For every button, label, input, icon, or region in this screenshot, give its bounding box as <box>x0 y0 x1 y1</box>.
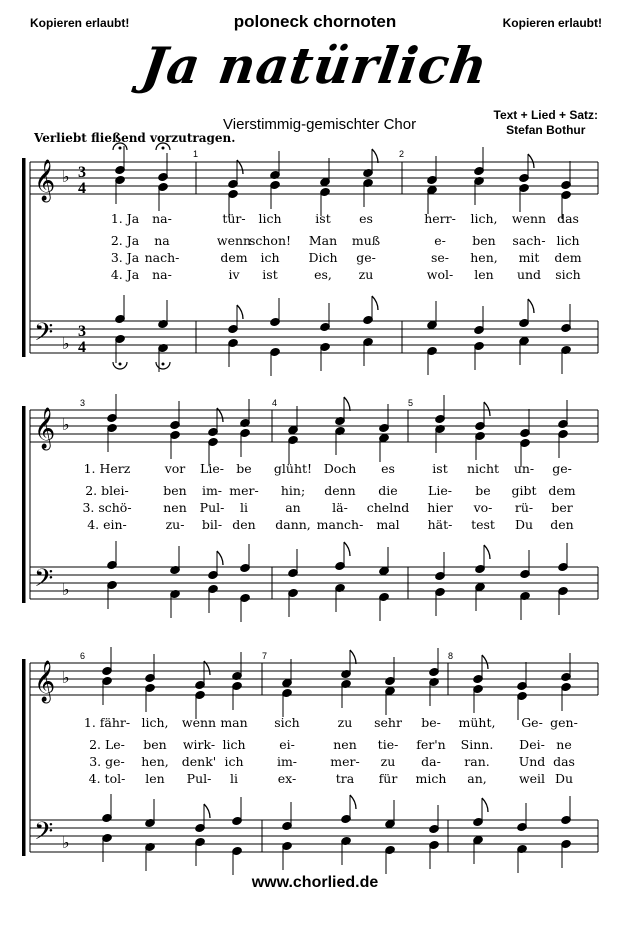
lyric-syllable: tür- <box>222 211 246 226</box>
lyric-syllable: müht, <box>458 715 496 730</box>
note-flag <box>350 795 356 809</box>
lyric-syllable: ben <box>143 737 167 752</box>
song-title: Ja natürlich <box>138 36 492 95</box>
lyric-syllable: 4. Ja <box>110 267 140 282</box>
lyric-syllable: zu <box>358 267 374 282</box>
lyric-syllable: Dich <box>308 250 338 265</box>
lyric-syllable: im- <box>276 754 298 769</box>
lyric-syllable: 1. fähr- <box>83 715 131 730</box>
lyric-syllable: Doch <box>323 461 357 476</box>
lyric-syllable: lich <box>556 233 580 248</box>
song-subtitle: Vierstimmig-gemischter Chor <box>223 116 417 133</box>
system-bracket <box>22 158 26 357</box>
time-signature-top: 3 <box>78 323 86 340</box>
lyric-syllable: 1. Herz <box>83 461 131 476</box>
measure-number: 8 <box>448 651 454 661</box>
measure-number: 2 <box>399 149 405 159</box>
key-signature-flat: ♭ <box>62 833 70 852</box>
note-flag <box>237 305 243 319</box>
lyric-syllable: da- <box>421 754 441 769</box>
lyric-syllable: ich <box>224 754 244 769</box>
lyric-syllable: im- <box>201 483 223 498</box>
lyric-syllable: chelnd <box>366 500 410 515</box>
treble-clef: 𝄞 <box>34 160 56 201</box>
bass-clef: 𝄢 <box>34 817 54 852</box>
key-signature-flat: ♭ <box>62 334 70 353</box>
lyric-syllable: ei- <box>279 737 295 752</box>
lyric-syllable: ge- <box>552 461 572 476</box>
lyric-syllable: e- <box>434 233 446 248</box>
lyric-syllable: weil <box>518 771 546 786</box>
lyric-syllable: Du <box>554 771 574 786</box>
note-flag <box>372 296 378 310</box>
lyric-syllable: hen, <box>141 754 169 769</box>
note-flag <box>204 804 210 818</box>
lyric-syllable: das <box>553 754 575 769</box>
lyric-syllable: ben <box>472 233 496 248</box>
lyric-syllable: wenn <box>511 211 547 226</box>
lyric-syllable: sehr <box>374 715 402 730</box>
lyric-syllable: man <box>220 715 248 730</box>
lyric-syllable: gibt <box>511 483 537 498</box>
lyric-syllable: li <box>240 500 248 515</box>
lyric-syllable: für <box>378 771 398 786</box>
fermata-dot <box>119 363 122 366</box>
key-signature-flat: ♭ <box>62 167 70 186</box>
lyric-syllable: es <box>359 211 373 226</box>
note-flag <box>528 154 534 168</box>
lyric-syllable: bil- <box>201 517 223 532</box>
measure-number: 5 <box>408 398 414 408</box>
lyric-syllable: es <box>381 461 395 476</box>
lyric-syllable: Lie- <box>200 461 224 476</box>
lyric-syllable: ne <box>556 737 572 752</box>
note-flag <box>528 299 534 313</box>
lyric-syllable: wenn <box>181 715 217 730</box>
lyric-syllable: Und <box>518 754 546 769</box>
lyric-syllable: hier <box>427 500 453 515</box>
lyric-syllable: 2. blei- <box>85 483 129 498</box>
lyric-syllable: manch- <box>316 517 364 532</box>
lyric-syllable: schon! <box>248 233 292 248</box>
note-flag <box>484 545 490 559</box>
lyric-syllable: ben <box>163 483 187 498</box>
lyric-syllable: tra <box>335 771 355 786</box>
lyric-syllable: zu <box>380 754 396 769</box>
lyric-syllable: denk' <box>181 754 217 769</box>
lyric-syllable: na- <box>152 267 172 282</box>
lyric-syllable: an, <box>467 771 487 786</box>
measure-number: 1 <box>193 149 199 159</box>
lyric-syllable: 3. ge- <box>89 754 125 769</box>
lyric-syllable: und <box>516 267 542 282</box>
lyric-syllable: lich, <box>470 211 498 226</box>
lyric-syllable: un- <box>513 461 535 476</box>
note-flag <box>344 397 350 411</box>
lyric-syllable: ist <box>432 461 448 476</box>
lyric-syllable: herr- <box>424 211 456 226</box>
lyric-syllable: dann, <box>275 517 311 532</box>
key-signature-flat: ♭ <box>62 580 70 599</box>
lyric-syllable: len <box>474 267 494 282</box>
note-flag <box>484 402 490 416</box>
lyric-syllable: glüht! <box>273 461 313 476</box>
lyric-syllable: vor <box>164 461 186 476</box>
measure-number: 3 <box>80 398 86 408</box>
copy-allowed-left: Kopieren erlaubt! <box>30 16 130 30</box>
lyric-syllable: len <box>145 771 165 786</box>
fermata-dot <box>162 363 165 366</box>
key-signature-flat: ♭ <box>62 668 70 687</box>
lyric-syllable: dem <box>548 483 576 498</box>
lyric-syllable: 4. tol- <box>88 771 126 786</box>
lyric-syllable: ber <box>551 500 573 515</box>
lyric-syllable: muß <box>351 233 381 248</box>
note-flag <box>372 149 378 163</box>
lyric-syllable: test <box>471 517 495 532</box>
credits-line-1: Text + Lied + Satz: <box>493 108 598 122</box>
lyric-syllable: ex- <box>277 771 297 786</box>
lyric-syllable: nen <box>333 737 357 752</box>
note-flag <box>344 542 350 556</box>
time-signature-bottom: 4 <box>78 180 86 197</box>
lyric-syllable: 2. Le- <box>89 737 125 752</box>
lyric-syllable: an <box>285 500 301 515</box>
lyric-syllable: Sinn. <box>460 737 494 752</box>
lyric-syllable: hen, <box>470 250 498 265</box>
system-bracket <box>22 659 26 856</box>
note-flag <box>482 798 488 812</box>
website-url: www.chorlied.de <box>251 874 379 891</box>
publisher-name: poloneck chornoten <box>233 12 397 31</box>
system-bracket <box>22 406 26 603</box>
lyric-syllable: 3. schö- <box>82 500 132 515</box>
lyric-syllable: mal <box>376 517 400 532</box>
time-signature-top: 3 <box>78 164 86 181</box>
credits-line-2: Stefan Bothur <box>506 123 586 137</box>
lyric-syllable: das <box>557 211 579 226</box>
note-flag <box>350 650 356 664</box>
lyric-syllable: Lie- <box>428 483 452 498</box>
note-flag <box>217 551 223 565</box>
lyric-syllable: hin; <box>280 483 306 498</box>
lyric-syllable: sich <box>555 267 581 282</box>
lyric-syllable: ist <box>315 211 331 226</box>
lyric-syllable: Pul- <box>186 771 212 786</box>
lyric-syllable: mer- <box>229 483 259 498</box>
lyric-syllable: na- <box>152 211 172 226</box>
lyric-syllable: Ge- <box>521 715 543 730</box>
lyric-syllable: be- <box>421 715 441 730</box>
measure-number: 4 <box>272 398 278 408</box>
lyric-syllable: Dei- <box>519 737 545 752</box>
lyric-syllable: be <box>475 483 491 498</box>
lyric-syllable: 2. Ja <box>110 233 140 248</box>
lyric-syllable: hät- <box>427 517 453 532</box>
key-signature-flat: ♭ <box>62 415 70 434</box>
lyric-syllable: na <box>154 233 170 248</box>
lyric-syllable: se- <box>430 250 450 265</box>
lyric-syllable: die <box>378 483 398 498</box>
note-flag <box>482 655 488 669</box>
lyric-syllable: wenn <box>216 233 252 248</box>
lyric-syllable: zu- <box>165 517 185 532</box>
lyric-syllable: wirk- <box>182 737 216 752</box>
lyric-syllable: Pul- <box>199 500 225 515</box>
lyric-syllable: li <box>230 771 238 786</box>
bass-clef: 𝄢 <box>34 318 54 353</box>
lyric-syllable: 4. ein- <box>87 517 127 532</box>
lyric-syllable: sach- <box>512 233 546 248</box>
lyric-syllable: den <box>232 517 256 532</box>
lyric-syllable: mer- <box>330 754 360 769</box>
fermata-dot <box>162 147 165 150</box>
lyric-syllable: ran. <box>464 754 490 769</box>
lyric-syllable: dem <box>220 250 248 265</box>
lyric-syllable: nen <box>163 500 187 515</box>
lyric-syllable: ich <box>260 250 280 265</box>
lyric-syllable: mich <box>415 771 447 786</box>
lyric-syllable: tie- <box>377 737 399 752</box>
lyric-syllable: denn <box>324 483 356 498</box>
time-signature-bottom: 4 <box>78 339 86 356</box>
lyric-syllable: lich <box>258 211 282 226</box>
lyric-syllable: Du <box>514 517 534 532</box>
lyric-syllable: gen- <box>550 715 578 730</box>
lyric-syllable: nicht <box>466 461 500 476</box>
lyric-syllable: es, <box>314 267 332 282</box>
bass-clef: 𝄢 <box>34 564 54 599</box>
lyric-syllable: be <box>236 461 252 476</box>
lyric-syllable: vo- <box>473 500 493 515</box>
lyric-syllable: lä- <box>332 500 348 515</box>
treble-clef: 𝄞 <box>34 661 56 702</box>
tempo-marking: Verliebt fließend vorzutragen. <box>34 131 236 145</box>
lyric-syllable: den <box>550 517 574 532</box>
fermata-dot <box>119 147 122 150</box>
lyric-syllable: ge- <box>356 250 376 265</box>
lyric-syllable: dem <box>554 250 582 265</box>
lyric-syllable: Man <box>308 233 338 248</box>
lyric-syllable: wol- <box>426 267 454 282</box>
lyric-syllable: mit <box>518 250 540 265</box>
measure-number: 7 <box>262 651 268 661</box>
treble-clef: 𝄞 <box>34 408 56 449</box>
lyric-syllable: sich <box>274 715 300 730</box>
lyric-syllable: 3. Ja <box>110 250 140 265</box>
lyric-syllable: fer'n <box>416 737 446 752</box>
lyric-syllable: lich, <box>141 715 169 730</box>
lyric-syllable: iv <box>228 267 240 282</box>
lyric-syllable: ist <box>262 267 278 282</box>
copy-allowed-right: Kopieren erlaubt! <box>502 16 602 30</box>
lyric-syllable: nach- <box>144 250 180 265</box>
lyric-syllable: 1. Ja <box>110 211 140 226</box>
lyric-syllable: lich <box>222 737 246 752</box>
lyric-syllable: rü- <box>514 500 534 515</box>
lyric-syllable: zu <box>337 715 353 730</box>
measure-number: 6 <box>80 651 86 661</box>
